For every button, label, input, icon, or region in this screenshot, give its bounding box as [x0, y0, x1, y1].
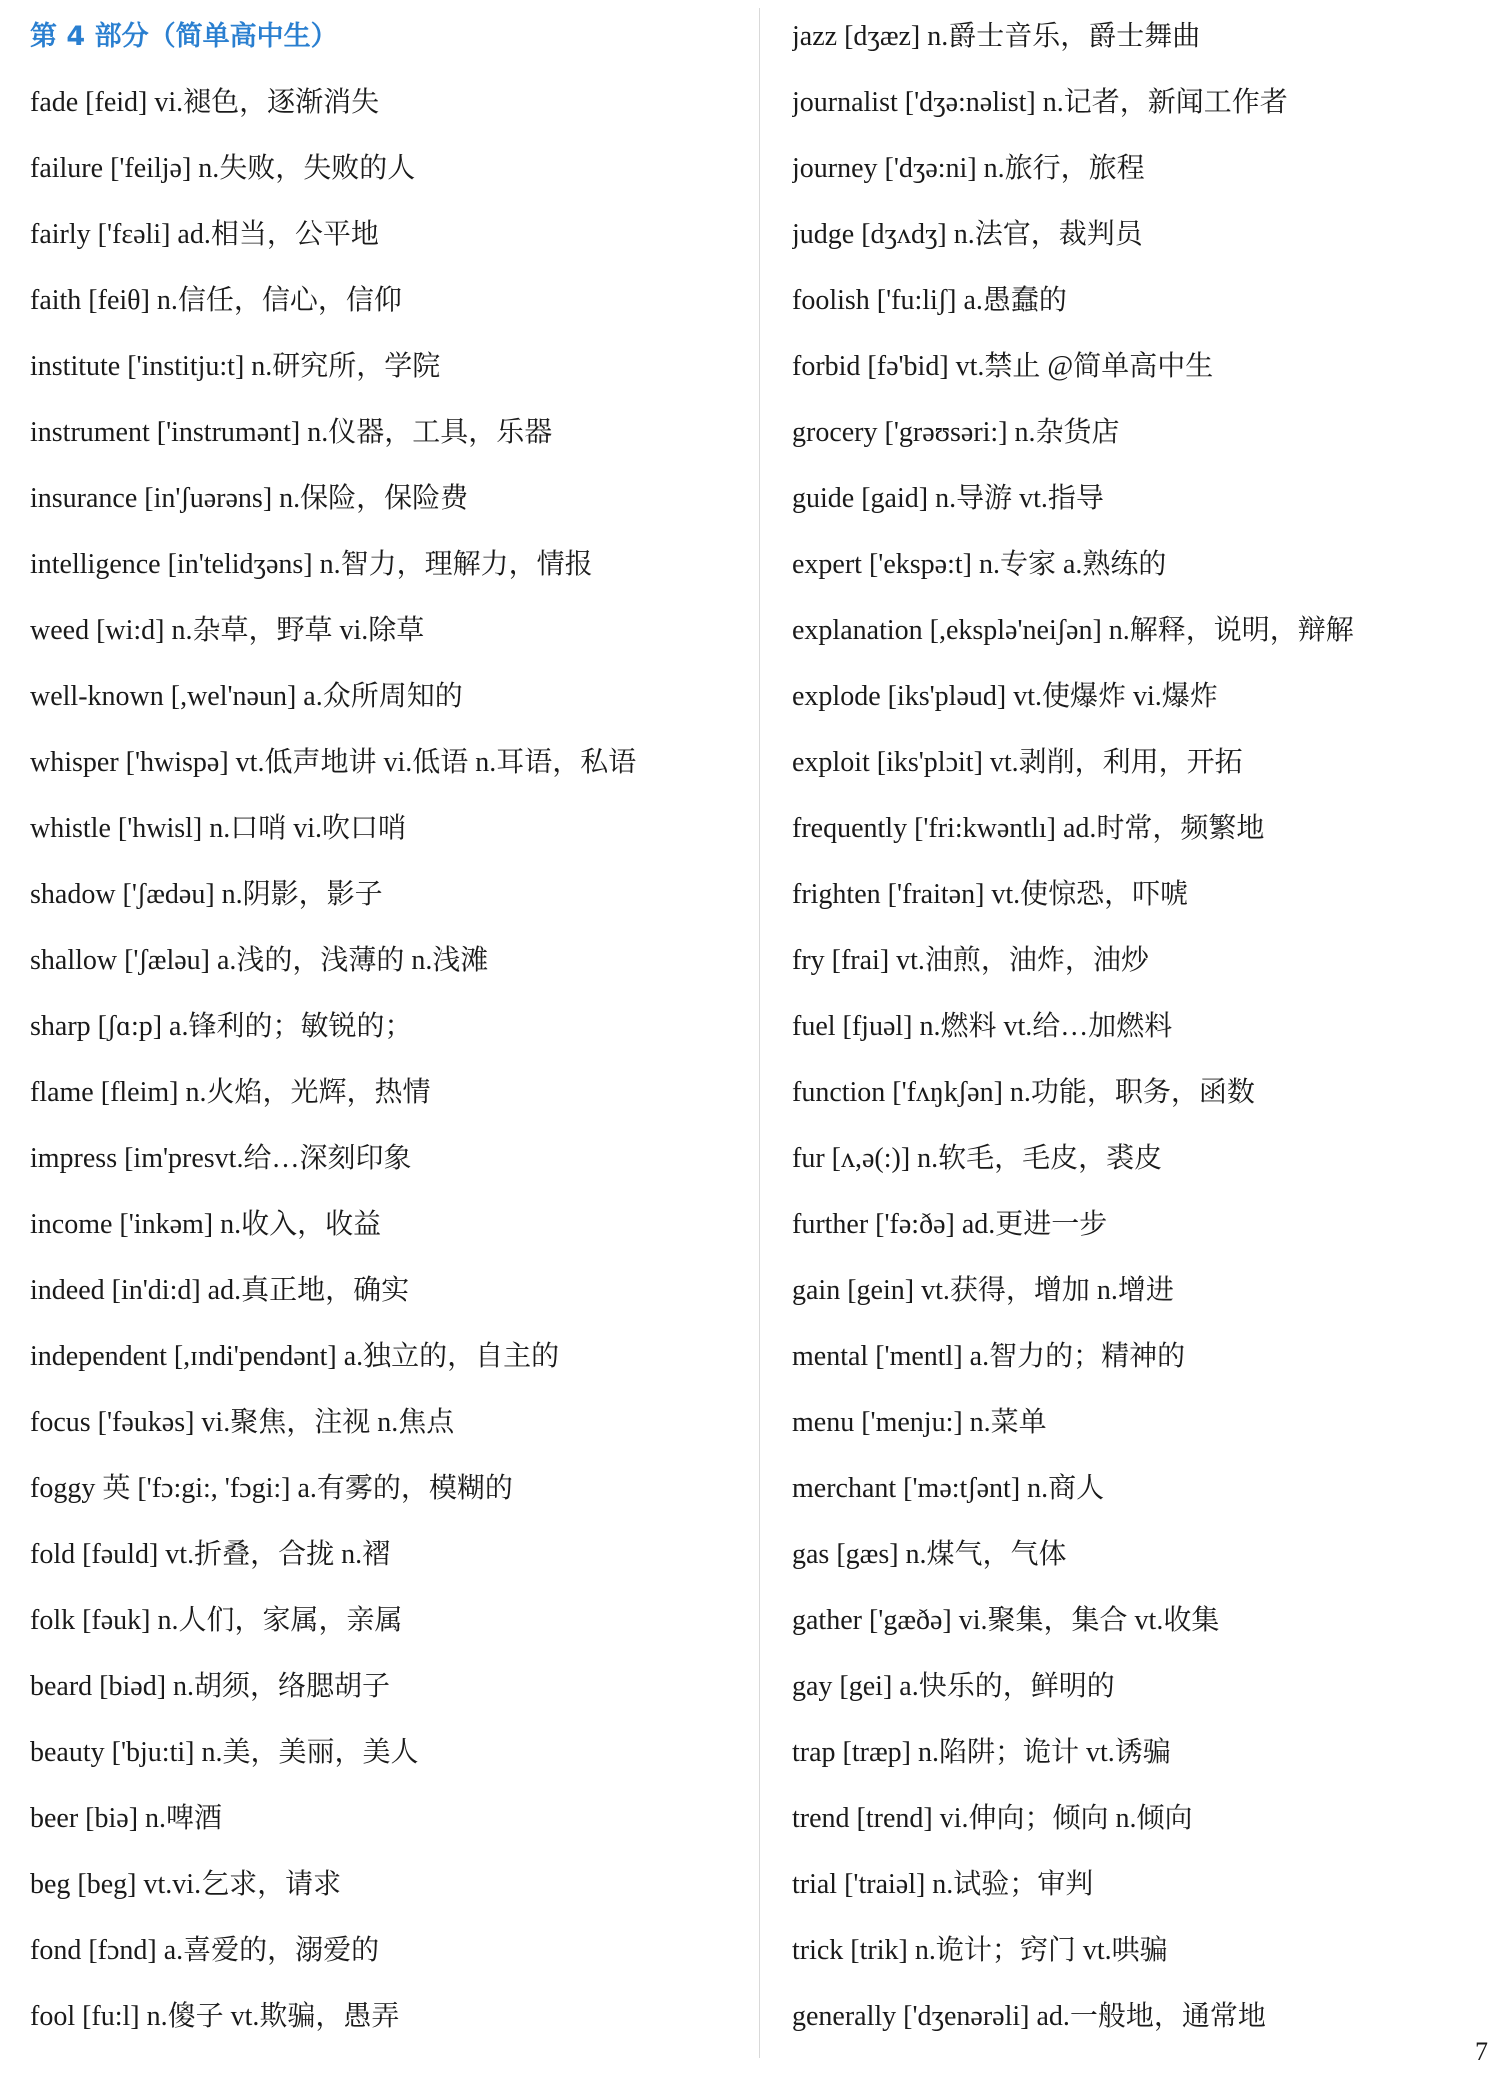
- vocab-entry: gas [gæs] n.煤气，气体: [792, 1539, 1067, 1570]
- vocab-entry: foggy 英 ['fɔ:gi:, 'fɔgi:] a.有雾的，模糊的: [30, 1473, 513, 1504]
- vocab-entry: jazz [dʒæz] n.爵士音乐，爵士舞曲: [792, 21, 1201, 52]
- vocab-entry: whisper ['hwispə] vt.低声地讲 vi.低语 n.耳语，私语: [30, 747, 637, 778]
- section-title: 第 4 部分（简单高中生）: [30, 21, 338, 52]
- vocab-entry: gain [gein] vt.获得，增加 n.增进: [792, 1275, 1174, 1306]
- vocab-entry: instrument ['instrumənt] n.仪器，工具，乐器: [30, 417, 553, 448]
- vocab-entry: forbid [fə'bid] vt.禁止 @简单高中生: [792, 351, 1214, 382]
- vocab-entry: income ['inkəm] n.收入，收益: [30, 1209, 382, 1240]
- vocab-entry: gay [gei] a.快乐的，鲜明的: [792, 1671, 1115, 1702]
- vocab-entry: fairly ['fɛəli] ad.相当，公平地: [30, 219, 379, 250]
- vocab-entry: whistle ['hwisl] n.口哨 vi.吹口哨: [30, 813, 407, 844]
- vocab-entry: failure ['feiljə] n.失败，失败的人: [30, 153, 416, 184]
- vocab-entry: function ['fʌŋkʃən] n.功能，职务，函数: [792, 1077, 1255, 1108]
- vocab-entry: trial ['traiəl] n.试验；审判: [792, 1869, 1094, 1900]
- vocab-entry: beard [biəd] n.胡须，络腮胡子: [30, 1671, 391, 1702]
- right-column: [792, 14, 1492, 2060]
- vocab-entry: focus ['fəukəs] vi.聚焦，注视 n.焦点: [30, 1407, 455, 1438]
- vocab-entry: fond [fɔnd] a.喜爱的，溺爱的: [30, 1935, 380, 1966]
- vocab-entry: flame [fleim] n.火焰，光辉，热情: [30, 1077, 431, 1108]
- vocab-entry: impress [im'presvt.给…深刻印象: [30, 1143, 412, 1174]
- vocab-entry: frequently ['fri:kwəntlı] ad.时常，频繁地: [792, 813, 1265, 844]
- vocab-entry: sharp [ʃɑ:p] a.锋利的；敏锐的；: [30, 1011, 413, 1042]
- vocab-entry: fur [ʌ,ə(:)] n.软毛，毛皮，裘皮: [792, 1143, 1163, 1174]
- vocab-entry: weed [wi:d] n.杂草，野草 vi.除草: [30, 615, 425, 646]
- vocab-entry: institute ['institju:t] n.研究所，学院: [30, 351, 441, 382]
- vocab-entry: shallow ['ʃæləu] a.浅的，浅薄的 n.浅滩: [30, 945, 489, 976]
- vocab-entry: judge [dʒʌdʒ] n.法官，裁判员: [792, 219, 1143, 250]
- vocab-entry: mental ['mentl] a.智力的；精神的: [792, 1341, 1186, 1372]
- vocab-entry: guide [gaid] n.导游 vt.指导: [792, 483, 1104, 514]
- vocab-entry: further ['fə:ðə] ad.更进一步: [792, 1209, 1108, 1240]
- vocab-entry: intelligence [in'telidʒəns] n.智力，理解力，情报: [30, 549, 593, 580]
- vocab-entry: faith [feiθ] n.信任，信心，信仰: [30, 285, 402, 316]
- vocab-entry: journalist ['dʒə:nəlist] n.记者，新闻工作者: [792, 87, 1288, 118]
- vocab-entry: insurance [in'ʃuərəns] n.保险，保险费: [30, 483, 469, 514]
- vocab-entry: indeed [in'di:d] ad.真正地，确实: [30, 1275, 410, 1306]
- vocab-entry: grocery ['grəʊsəri:] n.杂货店: [792, 417, 1120, 448]
- vocab-entry: fool [fu:l] n.傻子 vt.欺骗，愚弄: [30, 2001, 400, 2032]
- vocab-entry: folk [fəuk] n.人们，家属，亲属: [30, 1605, 403, 1636]
- vocab-entry: beg [beg] vt.vi.乞求，请求: [30, 1869, 342, 1900]
- vocab-entry: shadow ['ʃædəu] n.阴影，影子: [30, 879, 383, 910]
- column-divider: [759, 8, 760, 2058]
- vocab-entry: merchant ['mə:tʃənt] n.商人: [792, 1473, 1105, 1504]
- vocab-entry: explanation [,eksplə'neiʃən] n.解释，说明，辩解: [792, 615, 1354, 646]
- vocab-entry: fold [fəuld] vt.折叠，合拢 n.褶: [30, 1539, 391, 1570]
- vocab-entry: independent [,ɪndi'pendənt] a.独立的，自主的: [30, 1341, 560, 1372]
- vocab-entry: well-known [,wel'nəun] a.众所周知的: [30, 681, 463, 712]
- vocab-entry: gather ['gæðə] vi.聚集，集合 vt.收集: [792, 1605, 1220, 1636]
- vocab-entry: trend [trend] vi.伸向；倾向 n.倾向: [792, 1803, 1193, 1834]
- vocab-entry: explode [iks'pləud] vt.使爆炸 vi.爆炸: [792, 681, 1218, 712]
- vocab-entry: generally ['dʒenərəli] ad.一般地，通常地: [792, 2001, 1266, 2032]
- left-column: [30, 14, 740, 2060]
- vocab-entry: journey ['dʒə:ni] n.旅行，旅程: [792, 153, 1145, 184]
- vocab-entry: exploit [iks'plɔit] vt.剥削，利用，开拓: [792, 747, 1243, 778]
- vocab-entry: foolish ['fu:liʃ] a.愚蠢的: [792, 285, 1067, 316]
- vocab-entry: fuel [fjuəl] n.燃料 vt.给…加燃料: [792, 1011, 1173, 1042]
- vocab-entry: frighten ['fraitən] vt.使惊恐，吓唬: [792, 879, 1189, 910]
- page-number: 7: [1475, 2037, 1488, 2066]
- vocab-entry: beer [biə] n.啤酒: [30, 1803, 223, 1834]
- vocab-entry: trap [træp] n.陷阱；诡计 vt.诱骗: [792, 1737, 1171, 1768]
- vocab-entry: expert ['ekspə:t] n.专家 a.熟练的: [792, 549, 1167, 580]
- vocab-entry: menu ['menju:] n.菜单: [792, 1407, 1047, 1438]
- vocab-entry: fry [frai] vt.油煎，油炸，油炒: [792, 945, 1149, 976]
- vocab-entry: fade [feid] vi.褪色，逐渐消失: [30, 87, 380, 118]
- vocab-entry: beauty ['bju:ti] n.美，美丽，美人: [30, 1737, 419, 1768]
- vocab-entry: trick [trik] n.诡计；窍门 vt.哄骗: [792, 1935, 1168, 1966]
